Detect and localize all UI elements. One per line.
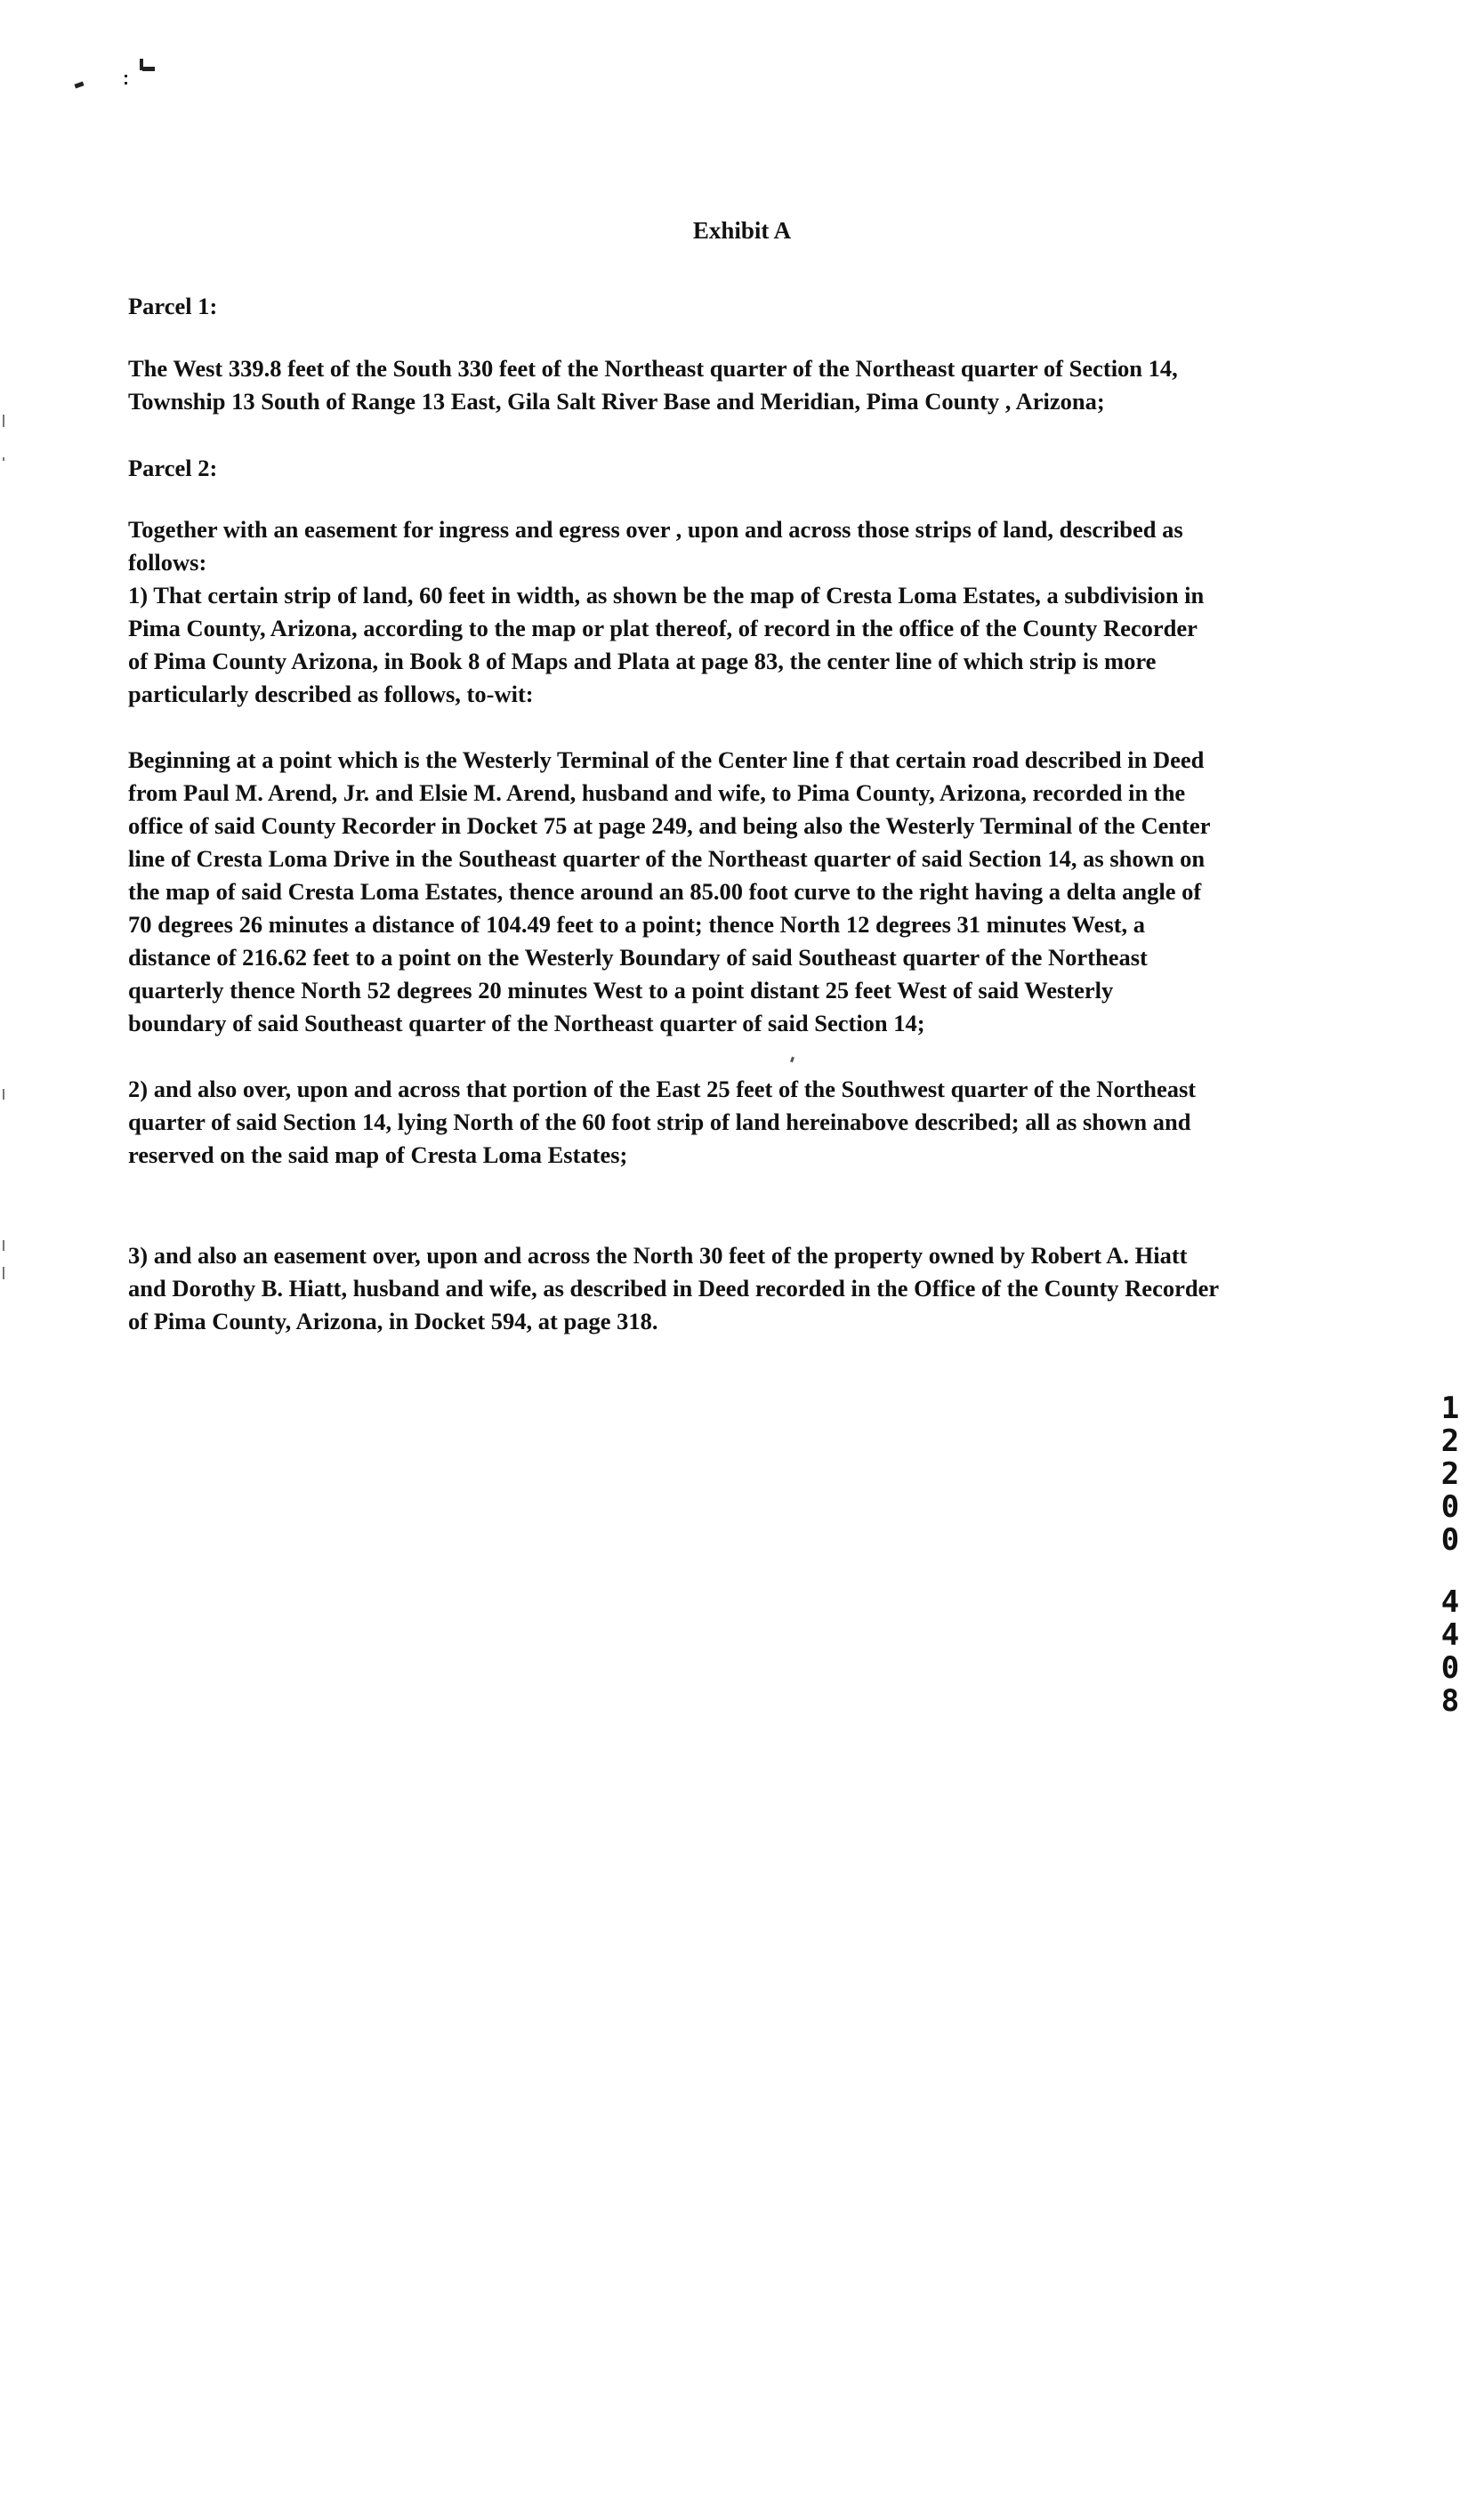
recording-digit: 0 bbox=[1440, 1522, 1460, 1558]
recording-digit: 8 bbox=[1440, 1683, 1460, 1719]
recording-digit: 1 bbox=[1440, 1391, 1460, 1426]
scan-artifact bbox=[790, 1057, 794, 1063]
scan-artifact bbox=[142, 67, 155, 71]
recording-digit: 0 bbox=[1440, 1489, 1460, 1525]
recording-number bbox=[1432, 1392, 1468, 1718]
parcel-2-item-3: 3) and also an easement over, upon and across the North 30 feet of the property owned by Robert A. Hiatt and Dorothy B. Hiatt, husband and wife, as described in Deed recorded in the Office of the County Recorder of Pima County, Arizona, in Docket 594, at page 318. bbox=[128, 1242, 1220, 1334]
scan-artifact bbox=[125, 82, 127, 85]
parcel-2-intro: Together with an easement for ingress and egress over , upon and across those strips of land, described as follows: 1) That certain strip of land, 60 feet in width, as shown be the map of Cresta Loma Estates, a subdivision in Pima County, Arizona, according to the map or plat thereof, of record in the office of the County Recorder of Pima County Arizona, in Book 8 of Maps and Plata at page 83, the center line of which strip is more particularly described as follows, to-wit: bbox=[128, 516, 1205, 707]
recording-digit: 4 bbox=[1440, 1617, 1460, 1653]
scan-edge-mark bbox=[3, 1240, 4, 1251]
parcel-2-item-2: 2) and also over, upon and across that portion of the East 25 feet of the Southwest quarter of the Northeast quarter of said Section 14, lying North of the 60 foot strip of land hereinabove described; all as shown and reserved on the said map of Cresta Loma Estates; bbox=[128, 1076, 1197, 1168]
scan-artifact bbox=[74, 81, 84, 88]
recording-digit: 2 bbox=[1440, 1423, 1460, 1459]
recording-digit: 2 bbox=[1440, 1456, 1460, 1492]
recording-digit: 0 bbox=[1440, 1650, 1460, 1686]
scan-artifact bbox=[125, 75, 127, 77]
parcel-2-heading: Parcel 2: bbox=[128, 455, 218, 481]
scan-edge-mark bbox=[3, 1089, 4, 1100]
parcel-1-description: The West 339.8 feet of the South 330 feet of the Northeast quarter of the Northeast quarter of Section 14, Township 13 South of Range 13 East, Gila Salt River Base and Meridian, Pima County , Arizona; bbox=[128, 355, 1178, 415]
scan-edge-mark bbox=[3, 415, 4, 427]
parcel-2-beginning: Beginning at a point which is the Westerly Terminal of the Center line f that certain road described in Deed from Paul M. Arend, Jr. and Elsie M. Arend, husband and wife, to Pima County, Arizona, recorded in the office of said County Recorder in Docket 75 at page 249, and being also the Westerly Terminal of the Center line of Cresta Loma Drive in the Southeast quarter of the Northeast quarter of said Section 14, as shown on the map of said Cresta Loma Estates, thence around an 85.00 foot curve to the right having a delta angle of 70 degrees 26 minutes a distance of 104.49 feet to a point; thence North 12 degrees 31 minutes West, a distance of 216.62 feet to a point on the Westerly Boundary of said Southeast quarter of the Northeast quarterly thence North 52 degrees 20 minutes West to a point distant 25 feet West of said Westerly boundary of said Southeast quarter of the Northeast quarter of said Section 14; bbox=[128, 746, 1211, 1036]
scan-edge-mark bbox=[3, 1267, 4, 1279]
parcel-1-heading: Parcel 1: bbox=[128, 293, 218, 319]
scan-edge-mark bbox=[3, 457, 4, 461]
exhibit-title: Exhibit A bbox=[692, 217, 792, 244]
recording-digit: 4 bbox=[1440, 1584, 1460, 1620]
recording-number-gap bbox=[1432, 1557, 1468, 1586]
